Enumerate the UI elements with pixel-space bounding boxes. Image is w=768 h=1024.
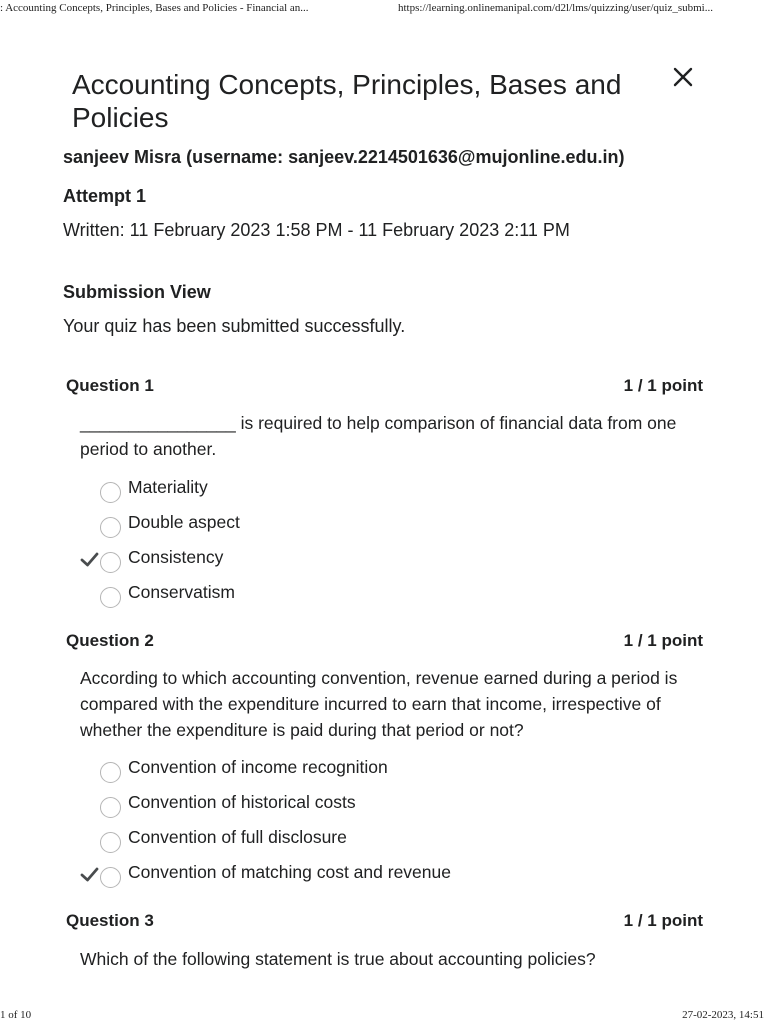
question-2-header — [66, 631, 703, 651]
radio-button[interactable] — [100, 867, 121, 888]
question-1-option-2[interactable] — [80, 512, 680, 542]
option-label: Consistency — [128, 547, 224, 567]
option-label: Conservatism — [128, 582, 235, 602]
question-1-option-4[interactable] — [80, 582, 680, 612]
radio-button[interactable] — [100, 797, 121, 818]
question-points: 1 / 1 point — [623, 376, 703, 395]
question-2-option-1[interactable] — [80, 757, 680, 787]
submission-view-title: Submission View — [63, 282, 211, 302]
print-header-url: https://learning.onlinemanipal.com/d2l/lms/quizzing/user/quiz_submi... — [398, 2, 713, 14]
checkmark-icon — [80, 866, 100, 884]
option-label: Convention of income recognition — [128, 757, 388, 777]
written-timestamp: Written: 11 February 2023 1:58 PM - 11 February 2023 2:11 PM — [63, 220, 570, 240]
question-2-option-2[interactable] — [80, 792, 680, 822]
question-1-text: ________________ is required to help comparison of financial data from one period to another. — [80, 413, 677, 459]
submission-message: Your quiz has been submitted successfully. — [63, 316, 406, 336]
question-3-header — [66, 911, 703, 931]
checkmark-icon — [80, 551, 100, 569]
question-2-option-4[interactable] — [80, 862, 680, 892]
question-1-option-3[interactable] — [80, 547, 680, 577]
question-title: Question 3 — [66, 911, 154, 930]
close-icon — [668, 62, 698, 92]
radio-button[interactable] — [100, 482, 121, 503]
option-label: Convention of full disclosure — [128, 827, 347, 847]
radio-button[interactable] — [100, 762, 121, 783]
print-footer-page-number: 1 of 10 — [0, 1009, 32, 1021]
attempt-label: Attempt 1 — [63, 186, 147, 206]
radio-button[interactable] — [100, 552, 121, 573]
question-3-text: Which of the following statement is true about accounting policies? — [80, 949, 596, 969]
option-label: Convention of matching cost and revenue — [128, 862, 451, 882]
print-footer-datetime: 27-02-2023, 14:51 — [682, 1009, 764, 1021]
user-identity: sanjeev Misra (username: sanjeev.2214501636@mujonline.edu.in) — [63, 147, 625, 167]
option-label: Convention of historical costs — [128, 792, 356, 812]
option-label: Materiality — [128, 477, 208, 497]
question-title: Question 1 — [66, 376, 154, 395]
radio-button[interactable] — [100, 517, 121, 538]
radio-button[interactable] — [100, 587, 121, 608]
option-label: Double aspect — [128, 512, 240, 532]
question-1-option-1[interactable] — [80, 477, 680, 507]
radio-button[interactable] — [100, 832, 121, 853]
question-points: 1 / 1 point — [623, 631, 703, 650]
close-button[interactable] — [668, 62, 698, 92]
question-2-option-3[interactable] — [80, 827, 680, 857]
question-2-text: According to which accounting convention, revenue earned during a period is compared with the expenditure incurred to earn that income, irrespective of whether the expenditure is paid during that period or not? — [80, 668, 678, 740]
question-title: Question 2 — [66, 631, 154, 650]
print-header-page-title: : Accounting Concepts, Principles, Bases and Policies - Financial an... — [0, 2, 309, 14]
question-1-header — [66, 376, 703, 396]
quiz-title: Accounting Concepts, Principles, Bases and Policies — [72, 69, 622, 133]
question-points: 1 / 1 point — [623, 911, 703, 930]
